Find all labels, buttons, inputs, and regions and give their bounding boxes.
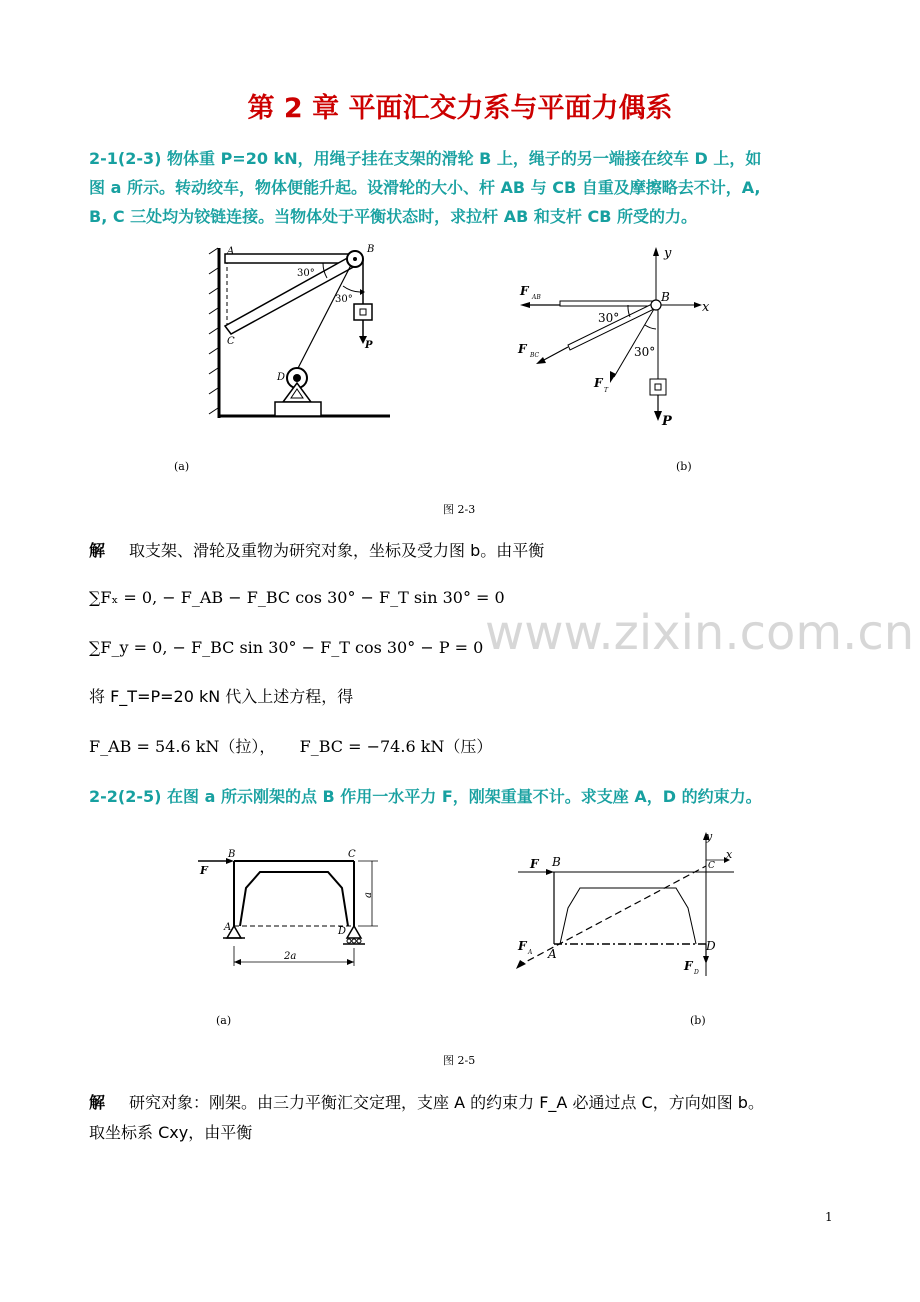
fig-b-label-y: y [664,246,672,261]
result-fbc-note: （压） [444,737,493,756]
fig-2-5b-label-B: B [552,855,561,869]
figure-2-5a [198,842,388,972]
fig-b-label-FAB: F [520,284,529,298]
figure-2-3a [205,240,395,430]
results-line [89,732,849,761]
problem-2-1-line-2: 图 a 所示。转动绞车，物体便能升起。设滑轮的大小、杆 AB 与 CB 自重及摩擦略去不计，A, [89,178,761,197]
solution-2-2-line-1 [89,1088,849,1117]
equation-sum-fy: ∑F_y = 0, − F_BC sin 30° − F_T cos 30° − P = 0 [89,638,484,657]
equation-sum-fx: ∑Fₓ = 0, − F_AB − F_BC cos 30° − F_T sin 30° = 0 [89,588,505,607]
result-fbc: F_BC = −74.6 kN [299,737,445,756]
fig-2-5a-label-B: B [228,849,236,860]
fig-b-label-FAB-sub: AB [532,294,541,301]
fig-2-5b-label: (b) [690,1014,706,1027]
fig-2-5a-label-2a: 2a [284,951,297,962]
fig-a-label-B: B [367,244,375,255]
fig-2-5b-label-A: A [548,947,557,961]
fig-2-5a-label: (a) [216,1014,232,1027]
figure-2-3b [510,243,720,433]
fig-a-label-C: C [227,336,235,347]
fig-2-5a-label-F: F [200,864,208,877]
fig-2-5-caption: 图 2-5 [443,1054,476,1067]
fig-2-5b-label-x: x [726,848,733,861]
problem-2-1-statement [89,144,849,231]
fig-2-3b-label: (b) [676,460,692,473]
fig-a-label-P: P [365,340,373,351]
fig-b-label-P: P [662,414,672,429]
fig-2-5a-label-D: D [338,926,347,937]
figure-2-5b [512,826,748,976]
fig-2-5b-label-y: y [706,830,713,843]
result-fab-note: （拉）， [219,737,276,756]
fig-2-5b-label-FA: F [518,939,527,953]
fig-a-angle-1: 30° [297,268,315,279]
fig-2-3-caption: 图 2-3 [443,503,476,516]
fig-2-5b-label-C: C [708,861,715,871]
problem-2-2-statement: 2-2(2-5) 在图 a 所示刚架的点 B 作用一水平力 F，刚架重量不计。求支座 A，D 的约束力。 [89,787,762,806]
fig-b-angle-1: 30° [598,311,620,325]
fig-b-label-B: B [661,290,670,304]
fig-b-label-FT: F [594,376,603,390]
fig-b-label-FBC-sub: BC [530,352,540,359]
page-number: 1 [825,1210,833,1224]
solution-2-2-head: 解 [89,1093,106,1112]
fig-2-5b-label-F: F [530,857,539,871]
watermark: www.zixin.com.cn [485,605,915,661]
fig-b-label-FT-sub: T [604,387,609,394]
fig-2-5b-label-FD-sub: D [694,969,699,976]
result-fab: F_AB = 54.6 kN [89,737,220,756]
solution-2-2-line-1-text: 研究对象：刚架。由三力平衡汇交定理，支座 A 的约束力 F_A 必通过点 C，方向如图 b。 [129,1093,764,1112]
fig-2-5b-label-FD: F [684,959,693,973]
fig-a-label-D: D [277,372,286,383]
fig-2-5b-label-D: D [706,939,716,953]
solution-2-1-intro [89,536,849,565]
fig-2-3a-label: (a) [174,460,190,473]
fig-2-5a-label-C: C [348,849,356,860]
substitute-line: 将 F_T=P=20 kN 代入上述方程，得 [89,687,354,706]
chapter-title: 第 2 章 平面汇交力系与平面力偶系 [247,93,673,124]
solution-2-1-intro-text: 取支架、滑轮及重物为研究对象，坐标及受力图 b。由平衡 [129,541,545,560]
fig-2-5a-label-A: A [224,922,232,933]
problem-2-1-line-3: B, C 三处均为铰链连接。当物体处于平衡状态时，求拉杆 AB 和支杆 CB 所受的力。 [89,207,697,226]
fig-2-5b-label-FA-sub: A [528,949,533,956]
problem-2-1-line-1: 2-1(2-3) 物体重 P=20 kN，用绳子挂在支架的滑轮 B 上，绳子的另一端接在绞车 D 上，如 [89,149,762,168]
fig-b-angle-2: 30° [634,345,656,359]
fig-b-label-x: x [702,300,710,315]
fig-a-label-A: A [227,246,235,257]
fig-b-label-FBC: F [518,342,527,356]
fig-a-angle-2: 30° [335,294,353,305]
fig-2-5a-label-a: a [363,892,374,898]
solution-2-1-head: 解 [89,541,106,560]
solution-2-2-line-2: 取坐标系 Cxy，由平衡 [89,1123,253,1142]
